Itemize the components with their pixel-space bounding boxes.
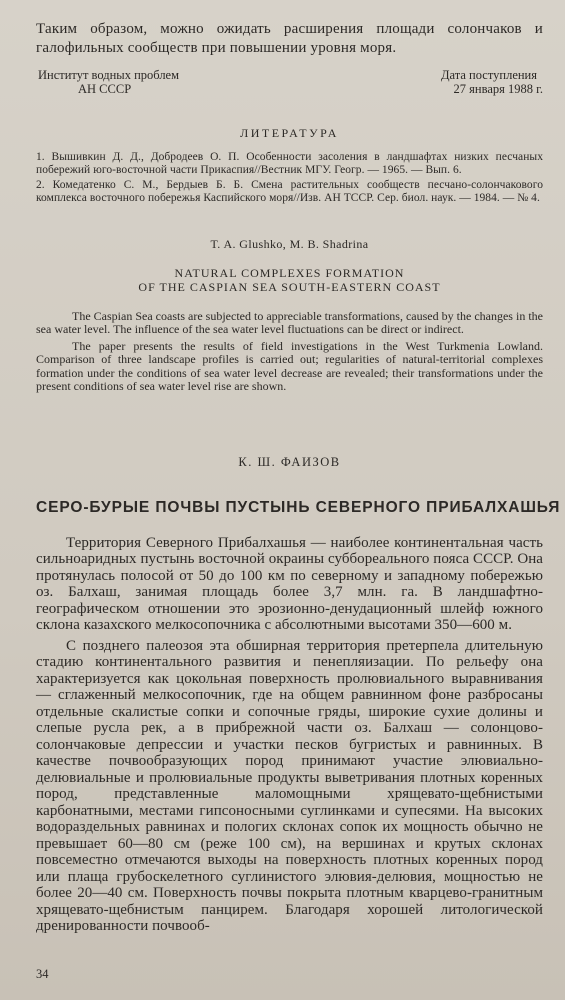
english-summary-title <box>36 266 543 294</box>
abstract-paragraph: The paper presents the results of field investigations in the West Turkmenia Lowland. Comparison of three landscape profiles is carried out; regularities of natural-territorial complexes formation under the conditions of sea water level decrease are revealed; their transformations under the present conditions of sea water level rise are shown. <box>36 338 543 394</box>
english-title-line-1: NATURAL COMPLEXES FORMATION <box>174 265 405 280</box>
received-line-1: Дата поступления <box>441 68 537 82</box>
english-title-line-2: OF THE CASPIAN SEA SOUTH-EASTERN COAST <box>138 279 441 294</box>
page-number: 34 <box>36 967 49 981</box>
english-summary-authors: T. A. Glushko, M. B. Shadrina <box>210 236 369 251</box>
body-paragraph: С позднего палеозоя эта обширная территория претерпела длительную стадию континентального развития и пенепляизации. По рельефу она характеризуется как цокольная поверхность пролювиального выравнивания — сглаженный мелкосопочник, где на общем равнинном фоне разбросаны отдельные скалистые сопки и сопочные гряды, широкие сухие долины и слепые русла рек, а в прибрежной части оз. Балхаш — солонцово-солончаковые депрессии и участки песков бугристых и равнинных. В качестве почвообразующих пород принимают участие элювиально-делювиальные и пролювиальные продукты выветривания плотных коренных пород, представленные маломощными хрящевато-щебнистыми карбонатными, местами гипсоносными суглинками и супесями. На высоких водораздельных равнинах и пологих склонах сопок их мощность обычно не превышает 60—80 см (реже 100 см), на вершинах и крутых склонах повсеместно отмечаются выходы на поверхность плотных коренных пород или плаща грубоскелетного суглинистого элювия-делювия, мощностью не более 20—40 см. Поверхность почвы покрыта плотным кварцево-гранитным хрящевато-щебнистым панцирем. Благодаря хорошей литологической дренированности почвооб- <box>36 637 543 935</box>
reference-item: 2. Комедатенко С. М., Бердыев Б. Б. Смена растительных сообществ песчано-солончакового комплекса восточного побережья Каспийского моря//Изв. АН ТССР. Сер. биол. наук. — 1984. — № 4. <box>36 178 543 205</box>
body-paragraph: Территория Северного Прибалхашья — наиболее континентальная часть сильноаридных пустынь восточной окраины суббореального пояса СССР. Она протянулась полосой от 50 до 100 км по северному и западному побережью оз. Балхаш, занимая площадь более 3,7 млн. га. В ландшафтно-географическом отношении это эрозионно-денудационный шлейф южного склона казахского мелкосопочника с абсолютными высотами 350—600 м. <box>36 534 543 634</box>
references-heading: ЛИТЕРАТУРА <box>240 126 339 140</box>
article-body <box>36 535 543 935</box>
article-title: СЕРО-БУРЫЕ ПОЧВЫ ПУСТЫНЬ СЕВЕРНОГО ПРИБАЛХАШЬЯ <box>36 498 561 516</box>
reference-item: 1. Вышивкин Д. Д., Добродеев О. П. Особенности засоления в ландшафтах низких песчаных побережий юго-восточной части Прикаспия//Вестник МГУ. Геогр. — 1965. — Вып. 6. <box>36 151 543 177</box>
institute-line-1: Институт водных проблем <box>38 68 180 82</box>
abstract-paragraph: The Caspian Sea coasts are subjected to appreciable transformations, caused by the changes in the sea water level. The influence of the sea water level fluctuations can be direct or indirect. <box>36 308 543 337</box>
affiliation-block <box>36 68 543 96</box>
article-author: К. Ш. ФАИЗОВ <box>238 454 341 469</box>
received-line-2: 27 января 1988 г. <box>453 82 543 96</box>
institute <box>36 68 179 96</box>
institute-line-2: АН СССР <box>78 82 132 96</box>
received-date <box>441 68 543 96</box>
english-abstract <box>36 310 543 394</box>
intro-paragraph: Таким образом, можно ожидать расширения площади солончаков и галофильных сообществ при повышении уровня моря. <box>36 21 543 56</box>
